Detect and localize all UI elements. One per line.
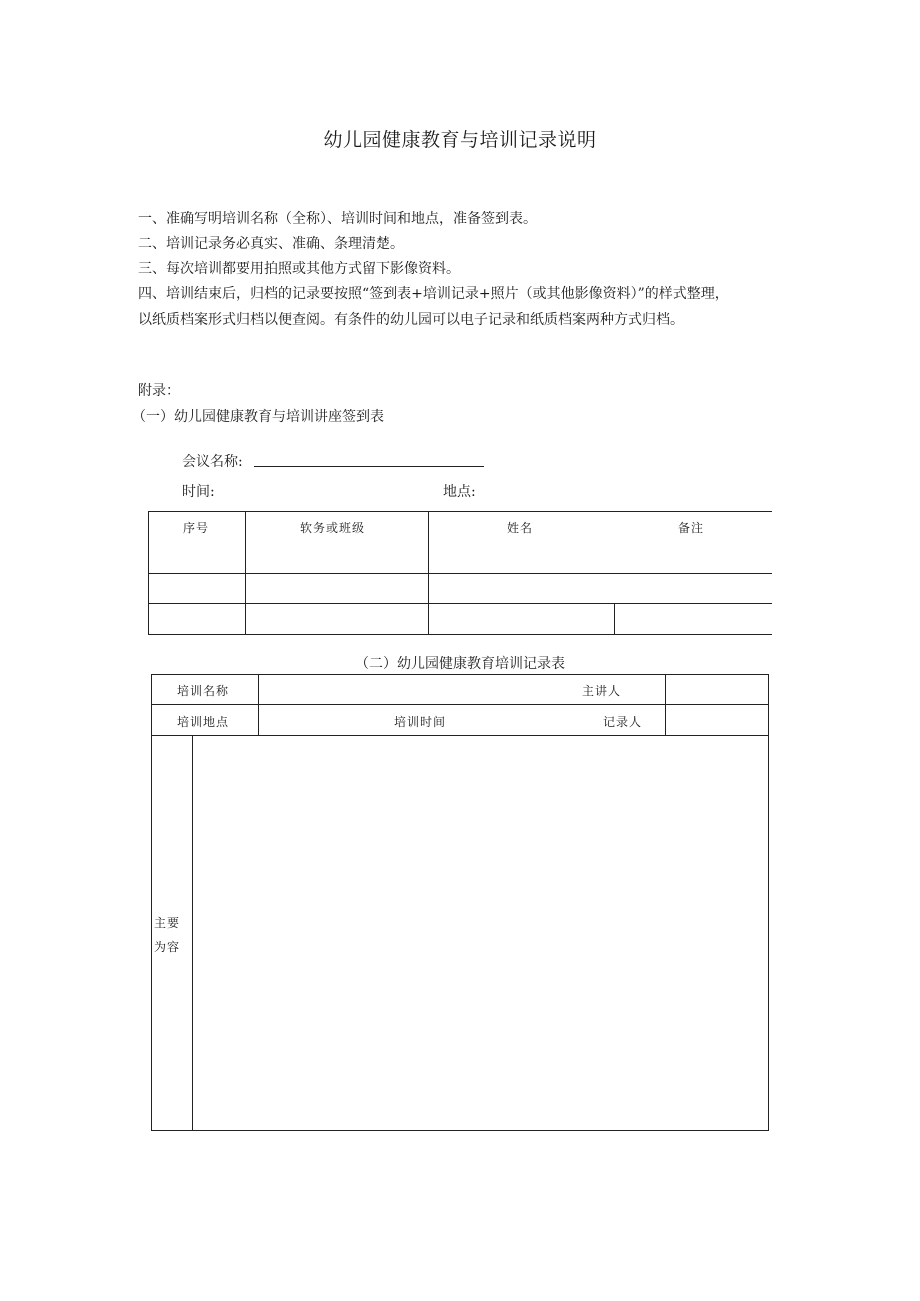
page-title: 幼儿园健康教育与培训记录说明 [323,129,597,151]
recorder-field[interactable] [666,705,768,735]
training-place-label: 培训地点 [177,715,230,729]
place-label: 地点: [443,484,476,500]
instruction-item-1: 一、准确写明培训名称（全称）、培训时间和地点，准备签到表。 [138,211,537,227]
training-name-field[interactable] [259,675,665,704]
section2-title: （二）幼儿园健康教育培训记录表 [355,656,565,672]
instruction-item-2: 二、培训记录务必真实、准确、条理清楚。 [138,236,404,252]
signin-header-remark: 备注 [678,521,705,535]
signin-cell[interactable] [429,574,771,603]
meeting-name-label: 会议名称: [182,454,243,470]
signin-cell[interactable] [246,574,428,603]
main-content-field[interactable] [193,736,768,1130]
signin-table-line [148,511,772,512]
signin-cell[interactable] [149,604,245,634]
content-label-line2: 为容 [154,940,181,954]
record-table-line [151,674,152,1131]
signin-table-line [148,634,772,635]
signin-cell[interactable] [429,604,614,634]
instruction-item-4-continued: 以纸质档案形式归档以便查阅。有条件的幼儿园可以电子记录和纸质档案两种方式归档。 [138,312,684,328]
recorder-label: 记录人 [603,715,643,729]
signin-header-name: 姓名 [507,521,534,535]
signin-header-index: 序号 [183,521,210,535]
time-label: 时间: [182,484,215,500]
training-name-label: 培训名称 [177,684,230,698]
speaker-label: 主讲人 [582,684,622,698]
section1-title: （一）幼儿园健康教育与培训讲座签到表 [132,409,384,425]
signin-cell[interactable] [246,604,428,634]
training-time-label: 培训时间 [394,715,447,729]
instruction-item-4: 四、培训结束后，归档的记录要按照“签到表+培训记录+照片（或其他影像资料）”的样式整理， [138,286,729,302]
signin-cell[interactable] [149,574,245,603]
content-label-line1: 主要 [154,916,181,930]
signin-header-department: 软务或班级 [300,521,366,535]
record-table-line [768,674,769,1131]
appendix-label: 附录： [138,383,180,399]
speaker-field[interactable] [666,675,768,704]
signin-cell[interactable] [615,604,771,634]
instruction-item-3: 三、每次培训都要用拍照或其他方式留下影像资料。 [138,261,460,277]
record-table-line [151,1130,769,1131]
meeting-name-field[interactable] [254,447,484,467]
